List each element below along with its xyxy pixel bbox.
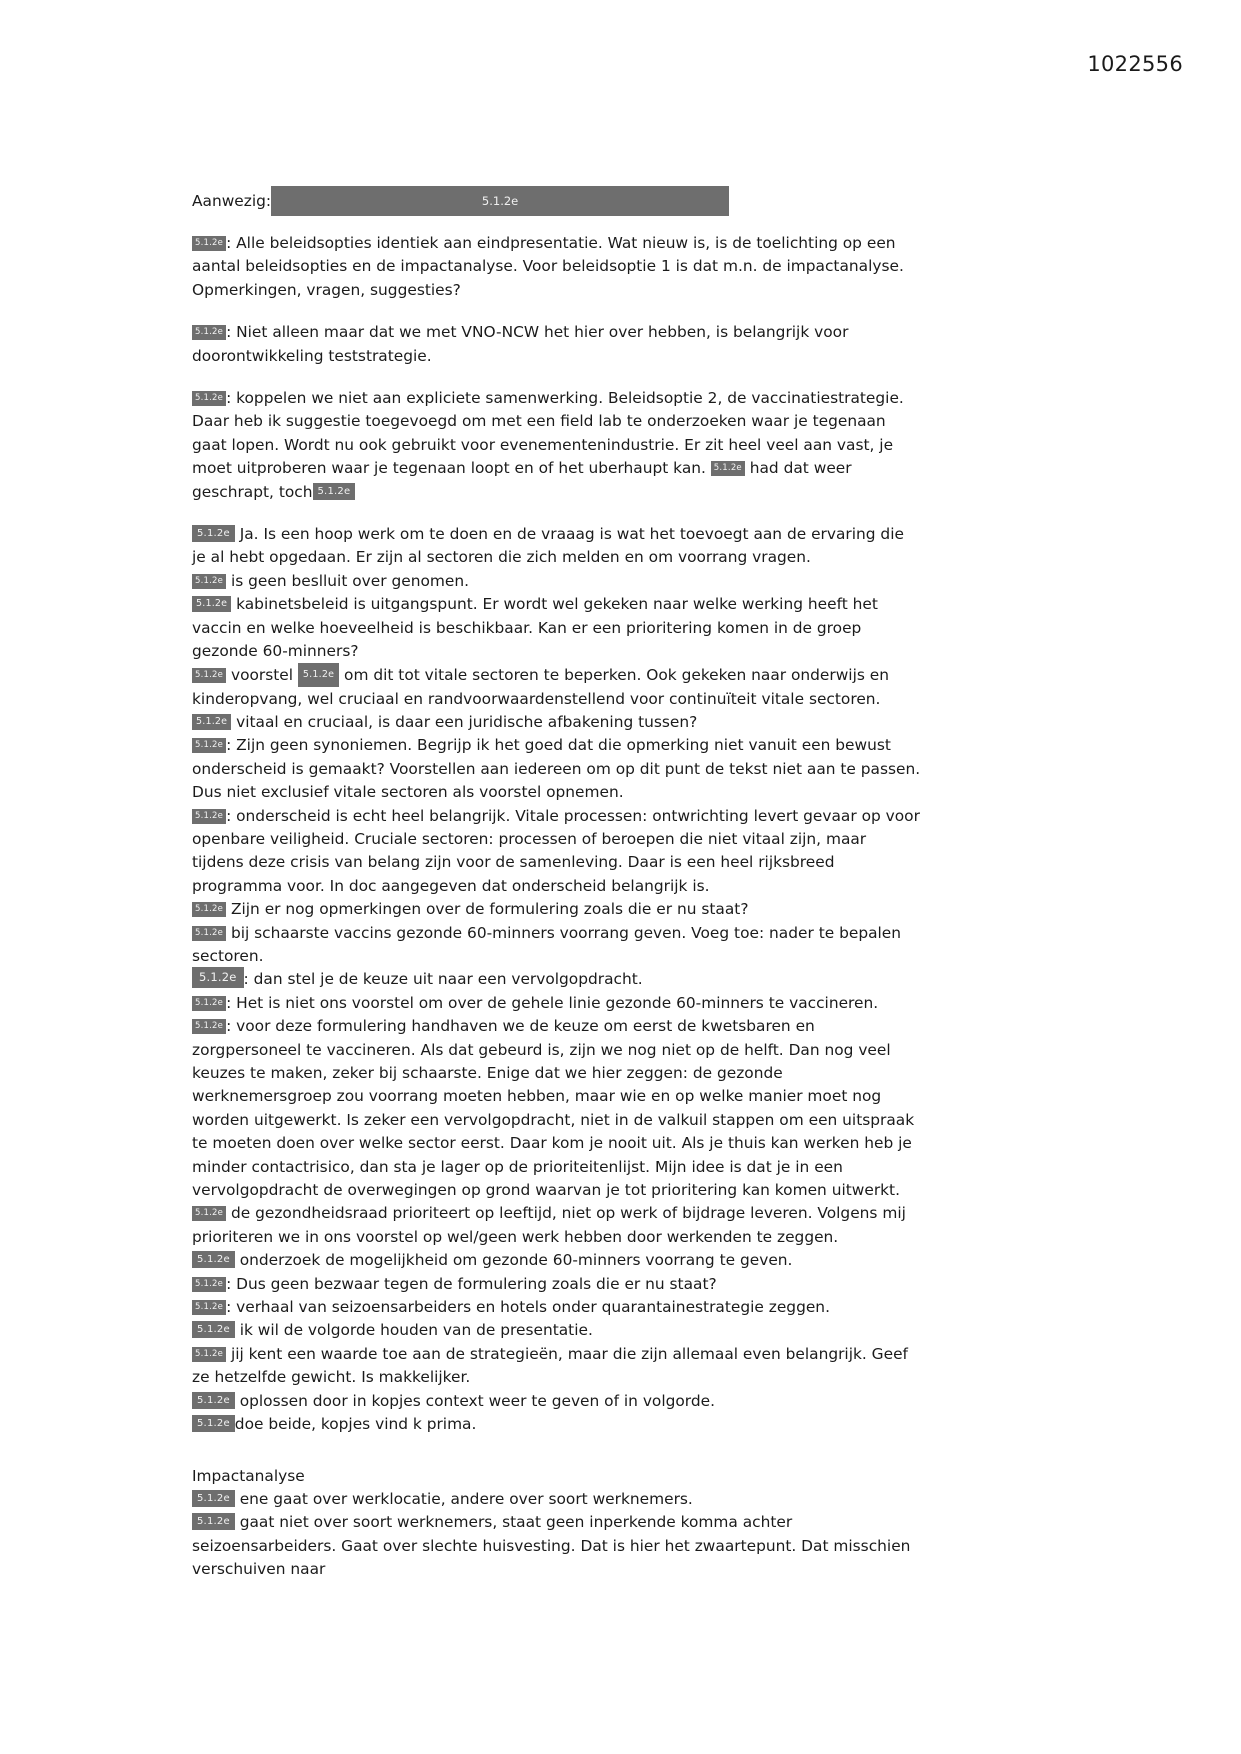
attendance-label: Aanwezig:: [192, 192, 272, 210]
paragraph-10: [192, 805, 922, 899]
paragraph-9: [192, 734, 922, 804]
paragraph-20: [192, 1319, 922, 1342]
paragraph-2: [192, 321, 922, 368]
paragraph-22: [192, 1390, 922, 1413]
redaction-chip: 5.1.2e: [192, 1300, 226, 1315]
paragraph-text: : onderscheid is echt heel belangrijk. Vitale processen: ontwrichting levert gevaar op voor openbare veiligheid. Cruciale sectoren: processen of beroepen die niet vitaal zijn, maar tijdens deze crisis van belang zijn voor de samenleving. Daar is een heel rijksbreed programma voor. In doc aangegeven dat onderscheid belangrijk is.: [192, 806, 920, 895]
paragraph-text: jij kent een waarde toe aan de strategieën, maar die zijn allemaal even belangrijk. Geef ze hetzelfde gewicht. Is makkelijker.: [192, 1344, 908, 1387]
attendance-row: [192, 186, 922, 218]
impactanalyse-section: [192, 1465, 922, 1582]
paragraph-17: [192, 1249, 922, 1272]
paragraph-text: bij schaarste vaccins gezonde 60-minners voorrang geven. Voeg toe: nader te bepalen sectoren.: [192, 923, 902, 965]
redaction-chip: 5.1.2e: [192, 714, 231, 730]
paragraph-16: [192, 1202, 922, 1249]
redaction-chip: 5.1.2e: [192, 1513, 235, 1530]
paragraph-23: [192, 1413, 922, 1436]
paragraph-text: : Niet alleen maar dat we met VNO-NCW het hier over hebben, is belangrijk voor doorontwikkeling teststrategie.: [192, 323, 849, 365]
paragraph-text-tail: om dit tot vitale sectoren te beperken. Ook gekeken naar onderwijs en kinderopvang, wel cruciaal en randvoorwaardenstellend voor continuïteit vitale sectoren.: [192, 665, 889, 708]
redaction-chip: 5.1.2e: [192, 809, 226, 824]
paragraph-18: [192, 1273, 922, 1296]
paragraph-21: [192, 1343, 922, 1390]
paragraph-3: [192, 387, 922, 504]
impactanalyse-heading: Impactanalyse: [192, 1466, 305, 1485]
paragraph-1: [192, 232, 922, 302]
paragraph-text: voorstel: [226, 665, 298, 684]
paragraph-4: [192, 523, 922, 570]
paragraph-text: : dan stel je de keuze uit naar een vervolgopdracht.: [243, 970, 643, 989]
redaction-chip-inline: 5.1.2e: [298, 663, 339, 687]
redaction-chip: 5.1.2e: [192, 525, 235, 542]
paragraph-text: Zijn er nog opmerkingen over de formulering zoals die er nu staat?: [226, 900, 749, 919]
paragraph-text: ik wil de volgorde houden van de presentatie.: [234, 1321, 593, 1340]
redaction-chip: 5.1.2e: [192, 236, 226, 251]
paragraph-text: onderzoek de mogelijkheid om gezonde 60-minners voorrang te geven.: [234, 1251, 793, 1270]
redaction-chip: 5.1.2e: [192, 391, 226, 406]
redaction-chip: 5.1.2e: [192, 1251, 235, 1268]
redaction-chip-overlap: 5.1.2e: [192, 1415, 235, 1432]
paragraph-text: : Alle beleidsopties identiek aan eindpresentatie. Wat nieuw is, is de toelichting op een aantal beleidsopties en de impactanalyse. Voor beleidsoptie 1 is dat m.n. de impactanalyse. Opmerkingen, vragen, suggesties?: [192, 234, 904, 299]
redaction-chip: 5.1.2e: [192, 967, 244, 988]
paragraph-6: [192, 593, 922, 663]
paragraph-12: [192, 922, 922, 969]
statement-block: [192, 523, 922, 1436]
paragraph-text-tail: had dat weer geschrapt, toch: [192, 459, 852, 501]
redaction-chip: 5.1.2e: [192, 596, 231, 612]
redaction-chip: 5.1.2e: [192, 1277, 226, 1292]
paragraph-text: : verhaal van seizoensarbeiders en hotels onder quarantainestrategie zeggen.: [226, 1298, 830, 1317]
impactanalyse-paragraph-2: [192, 1511, 922, 1581]
paragraph-text: kabinetsbeleid is uitgangspunt. Er wordt wel gekeken naar welke werking heeft het vaccin en welke hoeveelheid is beschikbaar. Kan er een prioritering komen in de groep gezonde 60-minners?: [192, 595, 878, 661]
paragraph-text: : Zijn geen synoniemen. Begrijp ik het goed dat die opmerking niet vanuit een bewust onderscheid is gemaakt? Voorstellen aan iedereen om op dit punt de tekst niet aan te passen. Dus niet exclusief vitale sectoren als voorstel opnemen.: [192, 736, 921, 802]
paragraph-text: ene gaat over werklocatie, andere over soort werknemers.: [234, 1489, 693, 1508]
paragraph-text: de gezondheidsraad prioriteert op leeftijd, niet op werk of bijdrage leveren. Volgens mij prioriteren we in ons voorstel op wel/geen werk hebben door werkenden te zeggen.: [192, 1204, 906, 1246]
paragraph-text: : voor deze formulering handhaven we de keuze om eerst de kwetsbaren en zorgpersoneel te vaccineren. Als dat gebeurd is, zijn we nog niet op de helft. Dan nog veel keuzes te maken, zeker bij schaarste. Enige dat we hier zeggen: de gezonde werknemersgroep zou voorrang moeten hebben, maar wie en op welke manier moet nog worden uitgewerkt. Is zeker een vervolgopdracht, niet in de valkuil stappen om een uitspraak te moeten doen over welke sector eerst. Daar kom je nooit uit. Als je thuis kan werken heb je minder contactrisico, dan sta je lager op de prioriteitenlijst. Mijn idee is dat je in een vervolgopdracht de overwegingen op grond waarvan je tot prioritering kan komen uitwerkt.: [192, 1017, 915, 1200]
redaction-chip: 5.1.2e: [192, 1321, 235, 1338]
document-number: 1022556: [1087, 52, 1183, 76]
paragraph-7: [192, 664, 922, 711]
paragraph-13: [192, 968, 922, 991]
redaction-chip: 5.1.2e: [192, 668, 226, 683]
redaction-chip: 5.1.2e: [192, 1490, 235, 1507]
paragraph-11: [192, 898, 922, 921]
paragraph-19: [192, 1296, 922, 1319]
redaction-chip: 5.1.2e: [192, 738, 226, 753]
redaction-chip: 5.1.2e: [192, 1347, 226, 1362]
document-body: [192, 186, 922, 1582]
paragraph-text: Ja. Is een hoop werk om te doen en de vraaag is wat het toevoegt aan de ervaring die je al hebt opgedaan. Er zijn al sectoren die zich melden en om voorrang vragen.: [192, 525, 904, 567]
impactanalyse-paragraph-1: [192, 1488, 922, 1511]
redaction-chip: 5.1.2e: [192, 996, 226, 1011]
paragraph-text: : Het is niet ons voorstel om over de gehele linie gezonde 60-minners te vaccineren.: [226, 993, 879, 1012]
paragraph-text: oplossen door in kopjes context weer te geven of in volgorde.: [234, 1391, 715, 1410]
paragraph-8: [192, 711, 922, 734]
paragraph-text: gaat niet over soort werknemers, staat geen inperkende komma achter seizoensarbeiders. Gaat over slechte huisvesting. Dat is hier het zwaartepunt. Dat misschien verschuiven naar: [192, 1513, 911, 1579]
redaction-chip: 5.1.2e: [192, 325, 226, 340]
paragraph-15: [192, 1015, 922, 1202]
redaction-chip: 5.1.2e: [192, 574, 226, 589]
paragraph-14: [192, 992, 922, 1015]
paragraph-5: [192, 570, 922, 593]
redaction-chip: 5.1.2e: [192, 1206, 226, 1221]
paragraph-text: : Dus geen bezwaar tegen de formulering zoals die er nu staat?: [226, 1274, 717, 1293]
redaction-chip: 5.1.2e: [192, 926, 226, 941]
paragraph-text: : koppelen we niet aan expliciete samenwerking. Beleidsoptie 2, de vaccinatiestrategie. Daar heb ik suggestie toegevoegd om met een field lab te onderzoeken waar je tegenaan gaat lopen. Wordt nu ook gebruikt voor evenementenindustrie. Er zit heel veel aan vast, je moet uitproberen waar je tegenaan loopt en of het uberhaupt kan.: [192, 389, 904, 478]
redaction-chip: 5.1.2e: [192, 1019, 226, 1034]
redaction-chip-inline-end: 5.1.2e: [313, 483, 356, 500]
attendance-redaction-bar: 5.1.2e: [271, 186, 729, 216]
redaction-chip: 5.1.2e: [192, 1392, 235, 1409]
paragraph-text: is geen beslluit over genomen.: [226, 571, 469, 590]
paragraph-text: doe beide, kopjes vind k prima.: [234, 1415, 477, 1434]
redaction-chip: 5.1.2e: [192, 902, 226, 917]
section-spacer: [192, 1437, 922, 1465]
paragraph-text: vitaal en cruciaal, is daar een juridische afbakening tussen?: [231, 712, 698, 731]
redaction-chip-inline: 5.1.2e: [711, 461, 745, 476]
